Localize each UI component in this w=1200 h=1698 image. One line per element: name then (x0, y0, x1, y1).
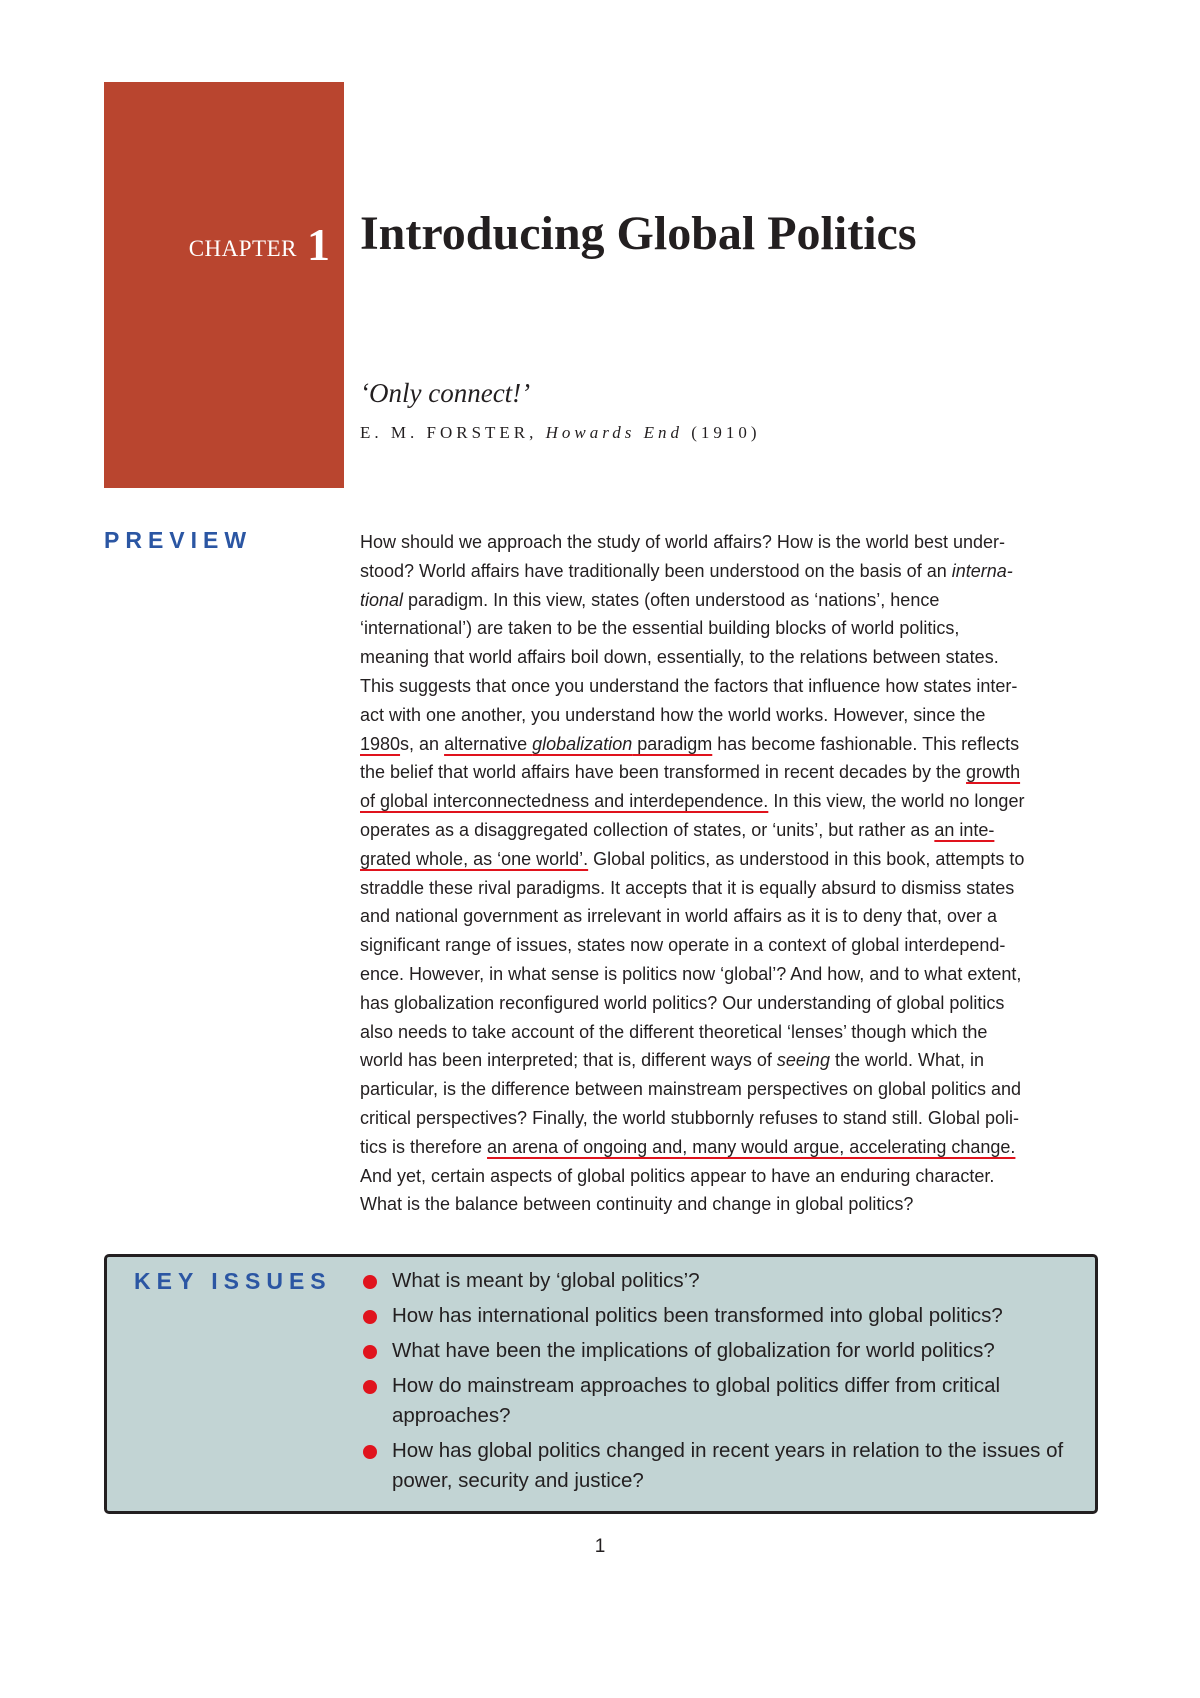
epigraph-year: (1910) (683, 423, 761, 442)
underlined-text: growth (966, 762, 1021, 783)
text-run: has globalization reconfigured world politics? Our understanding of global politics (360, 992, 1005, 1013)
preview-line (360, 1162, 1120, 1191)
page-number: 1 (594, 1536, 606, 1557)
preview-line (360, 1133, 1120, 1162)
chapter-title: Introducing Global Politics (360, 207, 917, 260)
bullet-icon (363, 1310, 377, 1324)
underlined-text (444, 734, 712, 754)
preview-line (360, 989, 1120, 1018)
preview-line (360, 758, 1120, 787)
bullet-icon (363, 1380, 377, 1394)
text-run: particular, is the difference between mainstream perspectives on global politics and (360, 1079, 1022, 1100)
text-run: ‘international’) are taken to be the essential building blocks of world politics, (360, 618, 960, 639)
key-issue-item (360, 1436, 1100, 1496)
text-run: How should we approach the study of world affairs? How is the world best under- (360, 532, 1006, 552)
text-run: the world. What, in (829, 1050, 985, 1071)
key-issue-text: What have been the implications of globalization for world politics? (392, 1339, 995, 1362)
text-run: stood? World affairs have traditionally been understood on the basis of an (360, 560, 952, 581)
emphasis-text: interna- (951, 560, 1013, 581)
key-issue-item (360, 1301, 1100, 1331)
emphasis-text: tional (360, 589, 404, 610)
key-issue-item (360, 1336, 1100, 1366)
text-run: And yet, certain aspects of global politics appear to have an enduring character. (360, 1165, 995, 1186)
underlined-text: of global interconnectedness and interdependence. (360, 791, 769, 812)
text-run: the belief that world affairs have been transformed in recent decades by the (360, 762, 967, 783)
preview-paragraph (360, 528, 1120, 1219)
text-run: critical perspectives? Finally, the world stubbornly refuses to stand still. Global poli- (360, 1107, 1019, 1128)
key-issue-text: How do mainstream approaches to global politics differ from critical approaches? (392, 1374, 1001, 1427)
bullet-icon (363, 1275, 377, 1289)
text-run: significant range of issues, states now operate in a context of global interdepend- (360, 935, 1006, 956)
preview-heading: PREVIEW (104, 527, 253, 553)
preview-line (360, 845, 1120, 874)
epigraph-book: Howards End (545, 423, 683, 442)
text-run: What is the balance between continuity and change in global politics? (360, 1194, 914, 1215)
preview-line (360, 701, 1120, 730)
text-run: alternative (444, 733, 533, 754)
preview-line (360, 528, 1120, 557)
text-run: Global politics, as understood in this book, attempts to (588, 848, 1025, 869)
preview-line (360, 586, 1120, 615)
chapter-word: CHAPTER (188, 236, 297, 261)
underlined-text: an arena of ongoing and, many would argue, accelerating change. (487, 1136, 1016, 1157)
preview-line (360, 931, 1120, 960)
emphasis-text: globalization (532, 733, 633, 754)
text-run: paradigm (632, 733, 713, 754)
text-run: meaning that world affairs boil down, essentially, to the relations between states. (360, 647, 999, 668)
text-run: operates as a disaggregated collection of states, or ‘units’, but rather as (360, 819, 935, 840)
epigraph-quote: ‘Only connect!’ (360, 378, 531, 408)
preview-line (360, 557, 1120, 586)
preview-line (360, 1018, 1120, 1047)
key-issue-item (360, 1371, 1100, 1431)
underlined-text: grated whole, as ‘one world’. (360, 848, 589, 869)
text-run: has become fashionable. This reflects (712, 733, 1020, 754)
text-run: act with one another, you understand how the world works. However, since the (360, 704, 986, 725)
underlined-text: 1980 (360, 733, 401, 754)
preview-line (360, 1190, 1120, 1219)
preview-line (360, 1075, 1120, 1104)
bullet-icon (363, 1345, 377, 1359)
text-run: This suggests that once you understand the factors that influence how states inter- (360, 675, 1018, 696)
key-issues-list (360, 1266, 1100, 1501)
preview-line (360, 1104, 1120, 1133)
chapter-number: 1 (307, 219, 330, 270)
chapter-label (104, 218, 330, 271)
preview-line (360, 787, 1120, 816)
preview-line (360, 730, 1120, 759)
preview-line (360, 643, 1120, 672)
text-run: ence. However, in what sense is politics now ‘global’? And how, and to what extent, (360, 963, 1022, 984)
chapter-color-block (104, 82, 344, 488)
epigraph-author: E. M. FORSTER, (360, 423, 546, 442)
key-issues-heading: KEY ISSUES (134, 1268, 332, 1294)
epigraph-source (360, 423, 761, 443)
underlined-text: an inte- (934, 819, 995, 840)
preview-line (360, 1046, 1120, 1075)
text-run: and national government as irrelevant in world affairs as it is to deny that, over a (360, 906, 998, 927)
bullet-icon (363, 1445, 377, 1459)
preview-line (360, 960, 1120, 989)
preview-line (360, 902, 1120, 931)
key-issue-text: What is meant by ‘global politics’? (392, 1269, 700, 1292)
text-run: tics is therefore (360, 1136, 488, 1157)
text-run: straddle these rival paradigms. It accepts that it is equally absurd to dismiss states (360, 877, 1015, 898)
key-issue-text: How has global politics changed in recent years in relation to the issues of power, security and justice? (392, 1439, 1064, 1492)
key-issue-text: How has international politics been transformed into global politics? (392, 1304, 1003, 1327)
preview-line (360, 614, 1120, 643)
text-run: also needs to take account of the different theoretical ‘lenses’ though which the (360, 1021, 988, 1042)
text-run: world has been interpreted; that is, different ways of (360, 1050, 777, 1071)
preview-line (360, 874, 1120, 903)
text-run: In this view, the world no longer (768, 791, 1025, 812)
text-run: paradigm. In this view, states (often understood as ‘nations’, hence (403, 589, 940, 610)
preview-line (360, 672, 1120, 701)
emphasis-text: seeing (776, 1050, 830, 1071)
key-issue-item (360, 1266, 1100, 1296)
text-run: s, an (400, 733, 445, 754)
preview-line (360, 816, 1120, 845)
